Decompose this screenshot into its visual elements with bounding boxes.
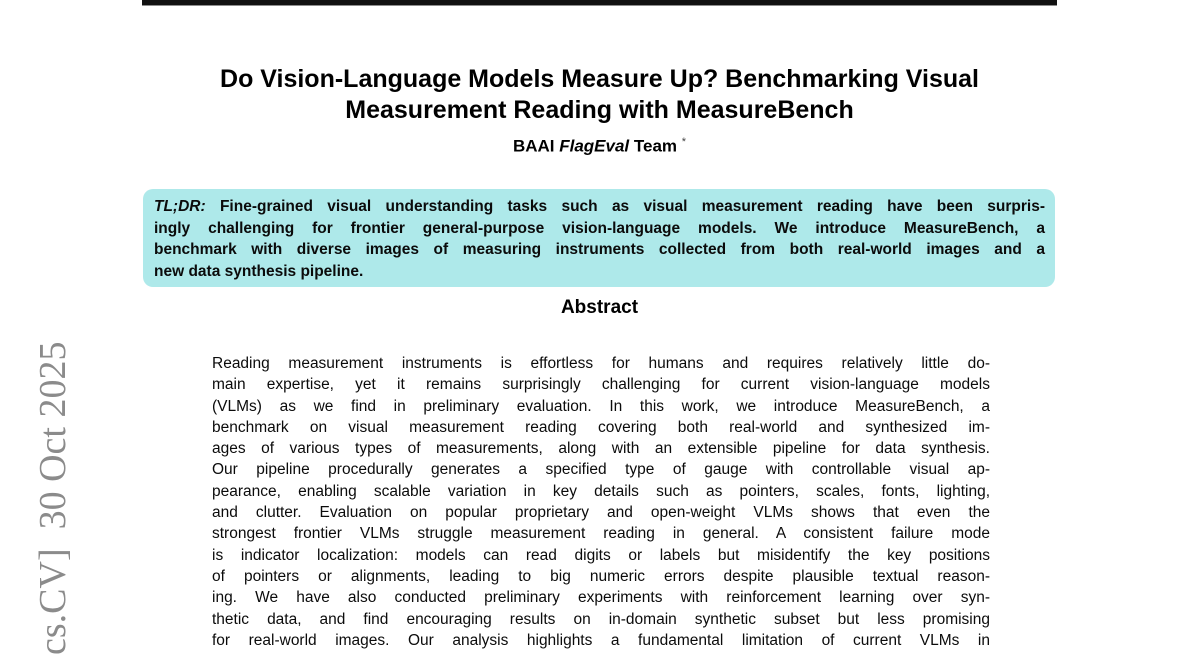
- paper-title-line1: Do Vision-Language Models Measure Up? Benchmarking Visual: [220, 65, 979, 93]
- paper-title-line2: Measurement Reading with MeasureBench: [345, 96, 854, 124]
- text-line: Our pipeline procedurally generates a specified type of gauge with controllable visual ap-: [212, 461, 990, 479]
- text-line: ages of various types of measurements, along with an extensible pipeline for data synthesis.: [212, 440, 990, 458]
- text-line: and clutter. Evaluation on popular proprietary and open-weight VLMs shows that even the: [212, 504, 990, 522]
- text-line: Reading measurement instruments is effortless for humans and requires relatively little do-: [212, 355, 990, 372]
- text-line: benchmark on visual measurement reading covering both real-world and synthesized im-: [212, 418, 990, 436]
- author-prefix: BAAI: [512, 136, 555, 156]
- text-line: main expertise, yet it remains surprisingly challenging for current vision-language models: [212, 376, 990, 394]
- tldr-box: [143, 189, 1055, 287]
- text-line: benchmark with diverse images of measuring instruments collected from both real-world images and a: [154, 241, 1045, 258]
- abstract-body: [212, 353, 990, 651]
- text-line: ing. We have also conducted preliminary experiments with reinforcement learning over syn-: [212, 589, 990, 607]
- text-line: for real-world images. Our analysis highlights a fundamental limitation of current VLMs in: [212, 631, 990, 649]
- text-line: TL;DR: Fine-grained visual understanding tasks such as visual measurement reading have been surpris-: [154, 198, 1045, 215]
- author-line: [142, 136, 1057, 157]
- abstract-heading: Abstract: [560, 297, 639, 318]
- footnote-asterisk: *: [681, 136, 687, 148]
- text-line: new data synthesis pipeline.: [154, 262, 364, 280]
- text-line: is indicator localization: models can read digits or labels but misidentify the key positions: [212, 546, 990, 564]
- arxiv-watermark: cs.CV] 30 Oct 2025: [32, 341, 74, 655]
- tldr-label: TL;DR:: [154, 198, 206, 215]
- paper-title: [142, 64, 1057, 126]
- text-line: pearance, enabling scalable variation in key details such as pointers, scales, fonts, lighting,: [212, 482, 990, 500]
- text-line: (VLMs) as we find in preliminary evaluation. In this work, we introduce MeasureBench, a: [212, 397, 990, 415]
- author-suffix: Team: [633, 136, 678, 156]
- author-team-name: FlagEval: [559, 136, 630, 156]
- text-line: ingly challenging for frontier general-purpose vision-language models. We introduce MeasureBench, a: [154, 219, 1045, 237]
- text-line: of pointers or alignments, leading to big numeric errors despite plausible textual reason-: [212, 567, 990, 585]
- text-line: strongest frontier VLMs struggle measurement reading in general. A consistent failure mode: [212, 525, 990, 543]
- paper-page: [142, 0, 1057, 648]
- text-line: thetic data, and find encouraging results on in-domain synthetic subset but less promising: [212, 610, 990, 628]
